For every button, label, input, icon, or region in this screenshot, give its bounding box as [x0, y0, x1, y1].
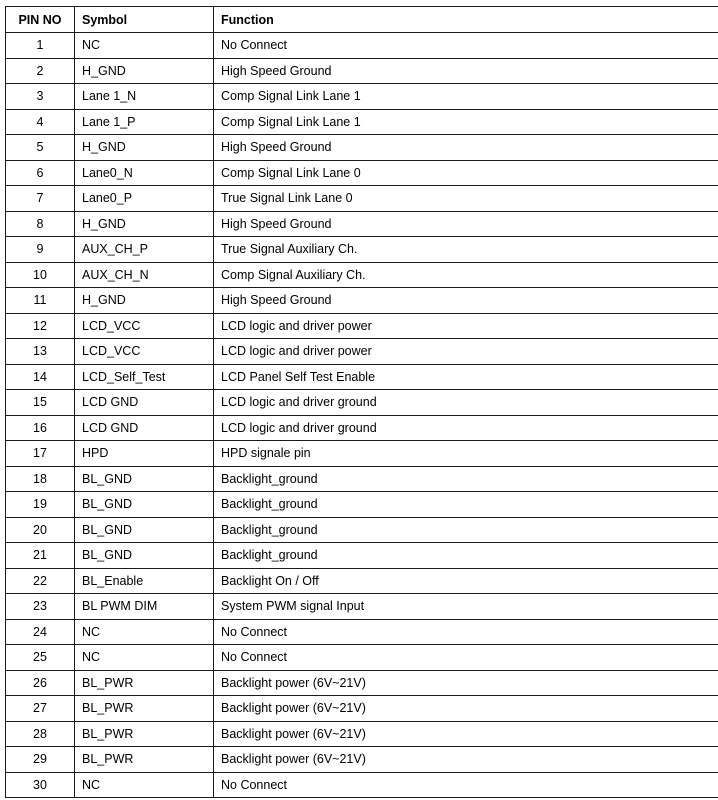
function-cell: System PWM signal Input — [214, 594, 718, 620]
pin-number-cell: 8 — [6, 211, 75, 237]
table-row — [6, 594, 718, 620]
table-row — [6, 237, 718, 263]
pin-number-cell: 20 — [6, 517, 75, 543]
pin-number-cell: 1 — [6, 33, 75, 59]
function-cell: True Signal Link Lane 0 — [214, 186, 718, 212]
function-cell: LCD logic and driver ground — [214, 415, 718, 441]
pin-number-cell: 11 — [6, 288, 75, 314]
table-row — [6, 339, 718, 365]
pin-number-cell: 3 — [6, 84, 75, 110]
header-row — [6, 7, 718, 33]
symbol-cell: BL_GND — [75, 466, 214, 492]
function-cell: Backlight power (6V~21V) — [214, 721, 718, 747]
pin-number-cell: 22 — [6, 568, 75, 594]
pin-definition-table — [5, 6, 718, 798]
function-cell: Comp Signal Link Lane 0 — [214, 160, 718, 186]
symbol-cell: H_GND — [75, 211, 214, 237]
pin-number-cell: 21 — [6, 543, 75, 569]
table-row — [6, 262, 718, 288]
pin-number-cell: 6 — [6, 160, 75, 186]
table-row — [6, 186, 718, 212]
table-row — [6, 441, 718, 467]
function-cell: High Speed Ground — [214, 135, 718, 161]
table-row — [6, 670, 718, 696]
symbol-cell: H_GND — [75, 135, 214, 161]
function-cell: Backlight_ground — [214, 517, 718, 543]
table-row — [6, 84, 718, 110]
table-row — [6, 747, 718, 773]
pin-number-cell: 29 — [6, 747, 75, 773]
function-cell: Backlight_ground — [214, 492, 718, 518]
function-cell: High Speed Ground — [214, 288, 718, 314]
pin-number-cell: 9 — [6, 237, 75, 263]
pin-number-cell: 26 — [6, 670, 75, 696]
symbol-cell: BL_PWR — [75, 670, 214, 696]
header-symbol: Symbol — [75, 7, 214, 33]
function-cell: LCD logic and driver power — [214, 339, 718, 365]
table-body — [6, 33, 718, 798]
symbol-cell: NC — [75, 619, 214, 645]
pin-number-cell: 5 — [6, 135, 75, 161]
function-cell: LCD logic and driver power — [214, 313, 718, 339]
function-cell: Comp Signal Auxiliary Ch. — [214, 262, 718, 288]
function-cell: No Connect — [214, 619, 718, 645]
pin-number-cell: 17 — [6, 441, 75, 467]
table-row — [6, 109, 718, 135]
pin-number-cell: 24 — [6, 619, 75, 645]
symbol-cell: AUX_CH_P — [75, 237, 214, 263]
pin-number-cell: 19 — [6, 492, 75, 518]
pin-number-cell: 30 — [6, 772, 75, 798]
pin-number-cell: 27 — [6, 696, 75, 722]
function-cell: Comp Signal Link Lane 1 — [214, 84, 718, 110]
table-row — [6, 619, 718, 645]
header-pin-no: PIN NO — [6, 7, 75, 33]
header-function: Function — [214, 7, 718, 33]
symbol-cell: BL_GND — [75, 517, 214, 543]
table-row — [6, 135, 718, 161]
pin-number-cell: 12 — [6, 313, 75, 339]
table-row — [6, 772, 718, 798]
table-row — [6, 211, 718, 237]
table-row — [6, 645, 718, 671]
function-cell: No Connect — [214, 33, 718, 59]
table-row — [6, 288, 718, 314]
table-row — [6, 466, 718, 492]
function-cell: High Speed Ground — [214, 211, 718, 237]
pin-number-cell: 16 — [6, 415, 75, 441]
symbol-cell: H_GND — [75, 58, 214, 84]
table-row — [6, 696, 718, 722]
table-row — [6, 492, 718, 518]
symbol-cell: NC — [75, 772, 214, 798]
table-row — [6, 415, 718, 441]
pin-number-cell: 10 — [6, 262, 75, 288]
table-row — [6, 160, 718, 186]
symbol-cell: AUX_CH_N — [75, 262, 214, 288]
function-cell: Backlight power (6V~21V) — [214, 747, 718, 773]
symbol-cell: BL_PWR — [75, 747, 214, 773]
function-cell: No Connect — [214, 772, 718, 798]
symbol-cell: NC — [75, 33, 214, 59]
table-header — [6, 7, 718, 33]
symbol-cell: LCD_Self_Test — [75, 364, 214, 390]
function-cell: No Connect — [214, 645, 718, 671]
function-cell: True Signal Auxiliary Ch. — [214, 237, 718, 263]
function-cell: High Speed Ground — [214, 58, 718, 84]
table-row — [6, 543, 718, 569]
symbol-cell: BL_GND — [75, 543, 214, 569]
function-cell: LCD logic and driver ground — [214, 390, 718, 416]
function-cell: Backlight_ground — [214, 543, 718, 569]
symbol-cell: Lane 1_P — [75, 109, 214, 135]
function-cell: HPD signale pin — [214, 441, 718, 467]
symbol-cell: BL PWM DIM — [75, 594, 214, 620]
function-cell: LCD Panel Self Test Enable — [214, 364, 718, 390]
pin-number-cell: 7 — [6, 186, 75, 212]
pin-number-cell: 15 — [6, 390, 75, 416]
function-cell: Backlight power (6V~21V) — [214, 670, 718, 696]
symbol-cell: Lane0_P — [75, 186, 214, 212]
symbol-cell: Lane0_N — [75, 160, 214, 186]
symbol-cell: H_GND — [75, 288, 214, 314]
function-cell: Backlight On / Off — [214, 568, 718, 594]
table-row — [6, 58, 718, 84]
pin-number-cell: 18 — [6, 466, 75, 492]
symbol-cell: LCD GND — [75, 415, 214, 441]
table-row — [6, 568, 718, 594]
function-cell: Comp Signal Link Lane 1 — [214, 109, 718, 135]
pin-number-cell: 4 — [6, 109, 75, 135]
symbol-cell: LCD_VCC — [75, 313, 214, 339]
table-row — [6, 390, 718, 416]
table-row — [6, 517, 718, 543]
symbol-cell: BL_GND — [75, 492, 214, 518]
table-row — [6, 364, 718, 390]
pin-number-cell: 28 — [6, 721, 75, 747]
table-row — [6, 33, 718, 59]
function-cell: Backlight power (6V~21V) — [214, 696, 718, 722]
symbol-cell: BL_PWR — [75, 721, 214, 747]
table-row — [6, 721, 718, 747]
symbol-cell: HPD — [75, 441, 214, 467]
pin-number-cell: 25 — [6, 645, 75, 671]
pin-number-cell: 14 — [6, 364, 75, 390]
symbol-cell: LCD GND — [75, 390, 214, 416]
function-cell: Backlight_ground — [214, 466, 718, 492]
symbol-cell: BL_Enable — [75, 568, 214, 594]
table-row — [6, 313, 718, 339]
symbol-cell: BL_PWR — [75, 696, 214, 722]
pin-number-cell: 2 — [6, 58, 75, 84]
pin-number-cell: 23 — [6, 594, 75, 620]
symbol-cell: NC — [75, 645, 214, 671]
symbol-cell: Lane 1_N — [75, 84, 214, 110]
pin-number-cell: 13 — [6, 339, 75, 365]
symbol-cell: LCD_VCC — [75, 339, 214, 365]
